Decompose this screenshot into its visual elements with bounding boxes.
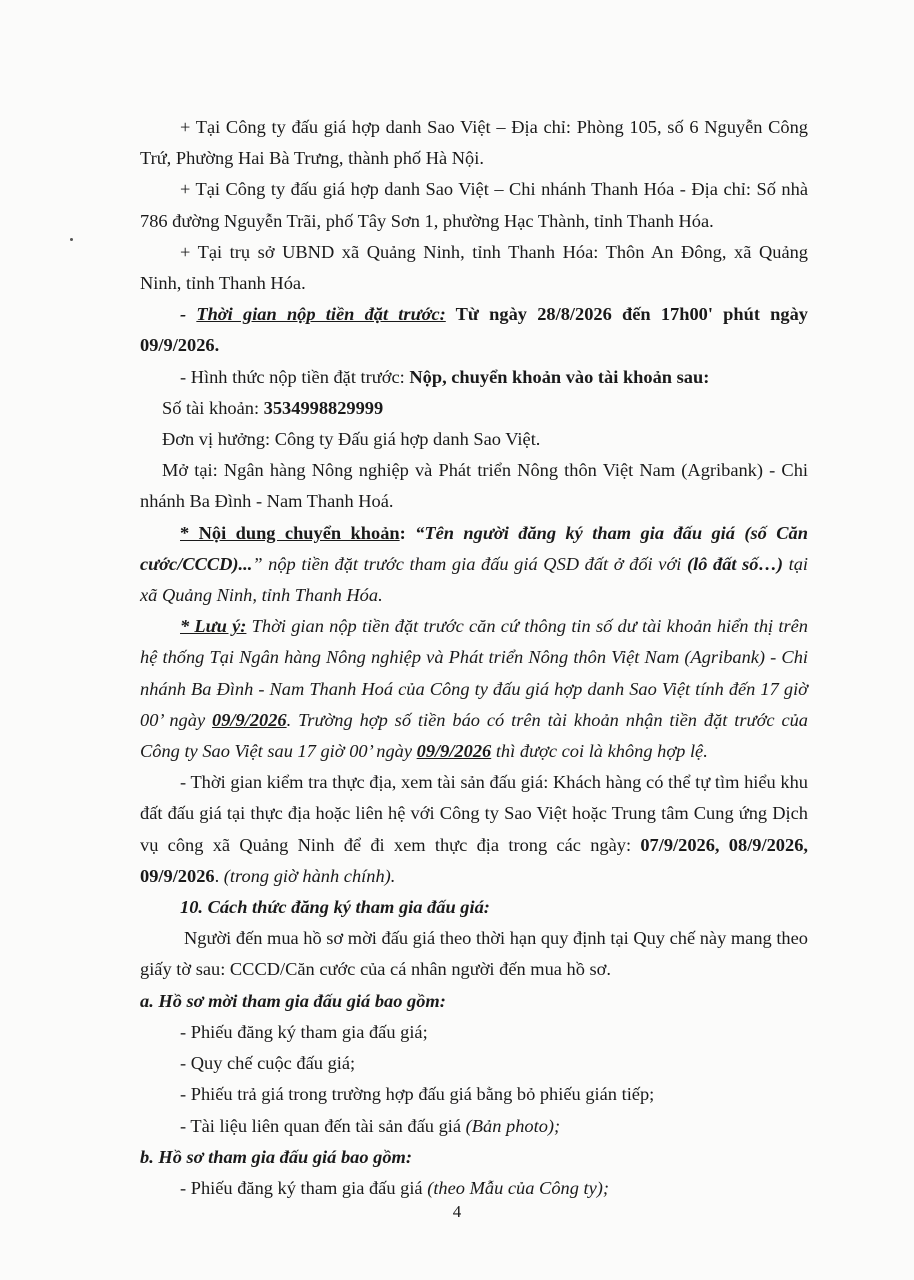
location-3: + Tại trụ sở UBND xã Quảng Ninh, tỉnh Thanh Hóa: Thôn An Đông, xã Quảng Ninh, tỉnh Thanh Hóa. [140, 241, 808, 294]
deposit-method: - Hình thức nộp tiền đặt trước: Nộp, chuyển khoản vào tài khoản sau: [180, 366, 710, 387]
inspection: - Thời gian kiểm tra thực địa, xem tài sản đấu giá: Khách hàng có thể tự tìm hiểu khu đất đấu giá tại thực địa hoặc liên hệ với Công ty Sao Việt hoặc Trung tâm Cung ứng Dịch vụ công xã Quảng Ninh để đi xem thực địa trong các ngày: 07/9/2026, 08/9/2026, 09/9/2026. (trong giờ hành chính). [140, 772, 808, 886]
part-b-title: b. Hồ sơ tham gia đấu giá bao gồm: [140, 1146, 412, 1167]
page-number: 4 [452, 1202, 462, 1221]
section-10-body: Người đến mua hồ sơ mời đấu giá theo thời hạn quy định tại Quy chế này mang theo giấy tờ sau: CCCD/Căn cước của cá nhân người đến mua hồ sơ. [140, 928, 808, 980]
account-number: Số tài khoản: 3534998829999 [162, 397, 384, 418]
part-b-item: - Phiếu đăng ký tham gia đấu giá (theo Mẫu của Công ty); [180, 1177, 610, 1198]
deposit-time: - Thời gian nộp tiền đặt trước: Từ ngày 28/8/2026 đến 17h00' phút ngày 09/9/2026. [140, 304, 808, 356]
account-beneficiary: Đơn vị hưởng: Công ty Đấu giá hợp danh Sao Việt. [162, 429, 541, 450]
document-body [140, 112, 808, 1204]
scan-artifact [85, 0, 845, 10]
transfer-label: * Nội dung chuyển khoản [180, 522, 400, 543]
scan-speck [70, 238, 73, 241]
deposit-time-value: Từ ngày 28/8/2026 đến 17h00' phút ngày 09/9/2026. [140, 304, 808, 356]
note: * Lưu ý: Thời gian nộp tiền đặt trước căn cứ thông tin số dư tài khoản hiển thị trên hệ thống Tại Ngân hàng Nông nghiệp và Phát triển Nông thôn Việt Nam (Agribank) - Chi nhánh Ba Đình - Nam Thanh Hoá của Công ty đấu giá hợp danh Sao Việt tính đến 17 giờ 00’ ngày 09/9/2026. Trường hợp số tiền báo có trên tài khoản nhận tiền đặt trước của Công ty Sao Việt sau 17 giờ 00’ ngày 09/9/2026 thì được coi là không hợp lệ. [140, 616, 809, 762]
account-bank: Mở tại: Ngân hàng Nông nghiệp và Phát triển Nông thôn Việt Nam (Agribank) - Chi nhánh Ba Đình - Nam Thanh Hoá. [140, 460, 808, 512]
transfer-content: * Nội dung chuyển khoản: “Tên người đăng ký tham gia đấu giá (số Căn cước/CCCD)...” nộp tiền đặt trước tham gia đấu giá QSD đất ở đối với (lô đất số…) tại xã Quảng Ninh, tỉnh Thanh Hóa. [140, 522, 809, 606]
deposit-time-label: Thời gian nộp tiền đặt trước: [196, 304, 446, 325]
location-2: + Tại Công ty đấu giá hợp danh Sao Việt – Chi nhánh Thanh Hóa - Địa chỉ: Số nhà 786 đường Nguyễn Trãi, phố Tây Sơn 1, phường Hạc Thành, tỉnh Thanh Hóa. [140, 179, 808, 231]
part-a-item: - Phiếu đăng ký tham gia đấu giá; [180, 1021, 428, 1042]
part-a-item: - Phiếu trả giá trong trường hợp đấu giá bằng bỏ phiếu gián tiếp; [180, 1084, 655, 1105]
part-a-title: a. Hồ sơ mời tham gia đấu giá bao gồm: [140, 990, 446, 1011]
part-a-item: - Tài liệu liên quan đến tài sản đấu giá (Bản photo); [180, 1115, 561, 1136]
note-label: * Lưu ý: [180, 616, 247, 637]
part-a-item: - Quy chế cuộc đấu giá; [180, 1053, 356, 1074]
location-1: + Tại Công ty đấu giá hợp danh Sao Việt – Địa chỉ: Phòng 105, số 6 Nguyễn Công Trứ, Phường Hai Bà Trưng, thành phố Hà Nội. [140, 117, 808, 169]
section-10-title: 10. Cách thức đăng ký tham gia đấu giá: [180, 897, 490, 918]
